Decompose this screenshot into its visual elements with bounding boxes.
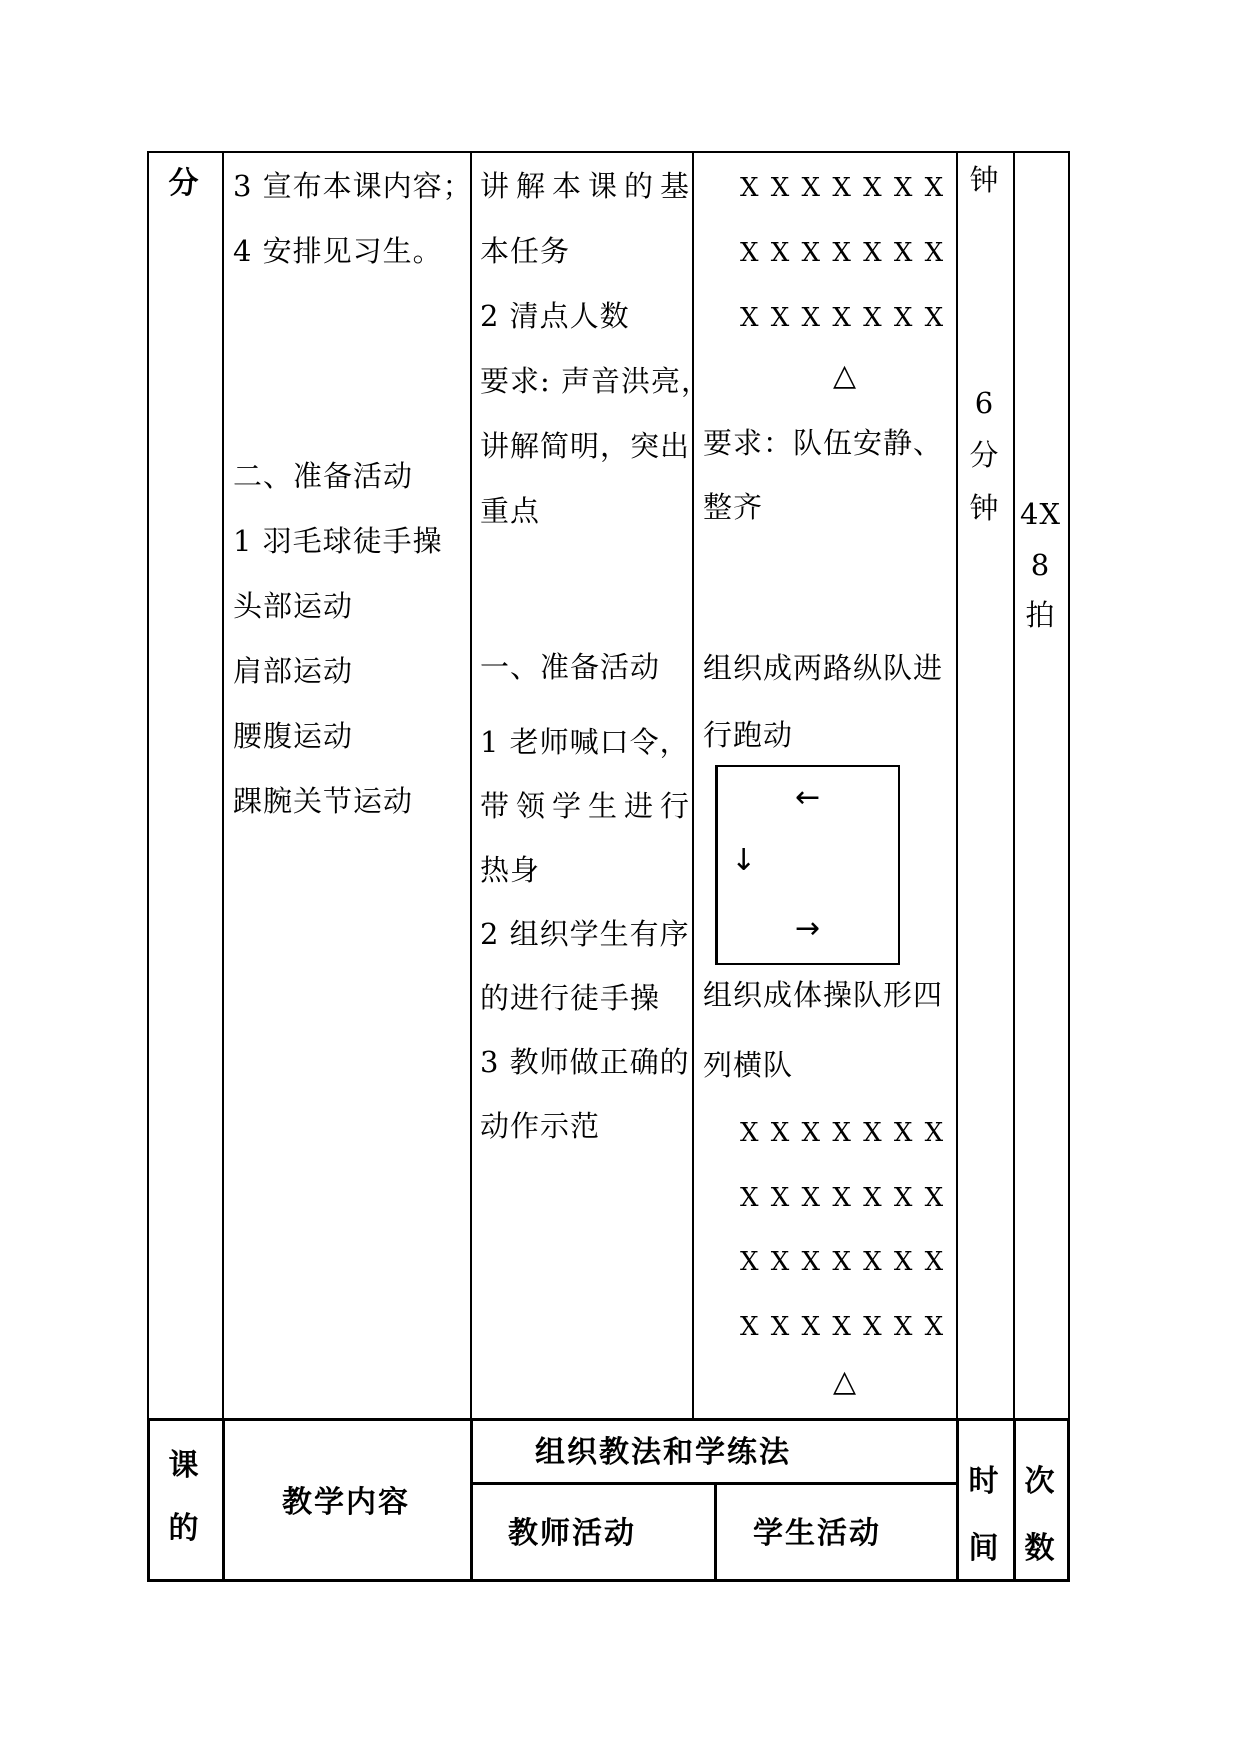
table-border — [956, 151, 958, 1418]
student-formation-row: X X X X X X X — [740, 1247, 946, 1277]
header-count-bottom: 数 — [1024, 1531, 1057, 1566]
table-border — [147, 151, 1070, 153]
table-border — [147, 1418, 150, 1582]
student-note-line: 要求：队伍安静、 — [703, 426, 944, 460]
table-border — [147, 151, 149, 1418]
student-formation-row: X X X X X X X — [740, 238, 946, 268]
teacher-activity-line: 一、准备活动 — [480, 650, 661, 684]
content-line: 腰腹运动 — [233, 719, 354, 753]
content-line: 4 安排见习生。 — [233, 234, 443, 268]
student-formation-row: X X X X X X X — [740, 173, 946, 203]
teacher-activity-line: 讲解本课的基 — [480, 169, 697, 203]
student-note-line: 整齐 — [703, 490, 764, 524]
teacher-activity-line: 重点 — [480, 494, 541, 528]
count-cell-text: 8 — [1030, 548, 1051, 582]
time-cell-text: 钟 — [969, 163, 1000, 197]
teacher-activity-line: 2 组织学生有序 — [480, 917, 690, 951]
teacher-activity-line: 本任务 — [480, 234, 571, 268]
student-organize-line: 组织成两路纵队进 — [703, 651, 944, 685]
time-cell-text: 钟 — [969, 491, 1000, 525]
header-teaching-content: 教学内容 — [282, 1485, 410, 1520]
time-cell-text: 分 — [969, 438, 1000, 472]
teacher-position-mark: △ — [833, 1364, 857, 1399]
teacher-position-mark: △ — [833, 358, 857, 393]
route-arrow-left: ← — [795, 780, 821, 815]
content-line: 1 羽毛球徒手操 — [233, 524, 443, 558]
student-formation-row: X X X X X X X — [740, 1312, 946, 1342]
content-line: 头部运动 — [233, 589, 354, 623]
teacher-activity-line: 动作示范 — [480, 1109, 601, 1143]
table-border — [692, 151, 694, 1418]
header-teacher-activity: 教师活动 — [508, 1516, 636, 1551]
teacher-activity-line: 2 清点人数 — [480, 299, 630, 333]
count-cell-text: 4X — [1019, 497, 1062, 531]
header-methods: 组织教法和学练法 — [535, 1435, 791, 1470]
student-organize-line: 行跑动 — [703, 718, 794, 752]
student-formation-row: X X X X X X X — [740, 303, 946, 333]
teacher-activity-line: 带领学生进行 — [480, 789, 697, 823]
teacher-activity-line: 3 教师做正确的 — [480, 1045, 690, 1079]
content-line: 二、准备活动 — [233, 459, 414, 493]
table-border — [147, 1418, 1070, 1421]
content-line: 3 宣布本课内容； — [233, 169, 473, 203]
student-organize-line: 组织成体操队形四 — [703, 978, 944, 1012]
student-formation-row: X X X X X X X — [740, 1183, 946, 1213]
header-time-top: 时 — [968, 1464, 1001, 1499]
table-border — [470, 1418, 473, 1582]
teacher-activity-line: 的进行徒手操 — [480, 981, 661, 1015]
header-part-label-top: 课 — [168, 1448, 201, 1483]
header-part-label-bottom: 的 — [168, 1511, 201, 1546]
table-border — [470, 151, 472, 1418]
time-cell-text: 6 — [974, 386, 995, 420]
student-organize-line: 列横队 — [703, 1048, 794, 1082]
table-border — [147, 1579, 1070, 1582]
student-formation-row: X X X X X X X — [740, 1118, 946, 1148]
route-arrow-down: ↓ — [731, 843, 757, 878]
content-line: 肩部运动 — [233, 654, 354, 688]
content-line: 踝腕关节运动 — [233, 784, 414, 818]
header-student-activity: 学生活动 — [753, 1516, 881, 1551]
route-arrow-right: → — [795, 911, 821, 946]
teacher-activity-line: 热身 — [480, 853, 541, 887]
table-border — [714, 1482, 717, 1582]
count-cell-text: 拍 — [1025, 598, 1056, 632]
section-part-label: 分 — [168, 166, 201, 201]
table-border — [1013, 151, 1015, 1418]
header-time-bottom: 间 — [968, 1531, 1001, 1566]
teacher-activity-line: 要求: 声音洪亮， — [480, 364, 711, 398]
table-border — [1068, 151, 1070, 1418]
header-count-top: 次 — [1024, 1464, 1057, 1499]
table-border — [222, 151, 224, 1418]
teacher-activity-line: 1 老师喊口令， — [480, 725, 690, 759]
teacher-activity-line: 讲解简明，突出 — [480, 429, 691, 463]
